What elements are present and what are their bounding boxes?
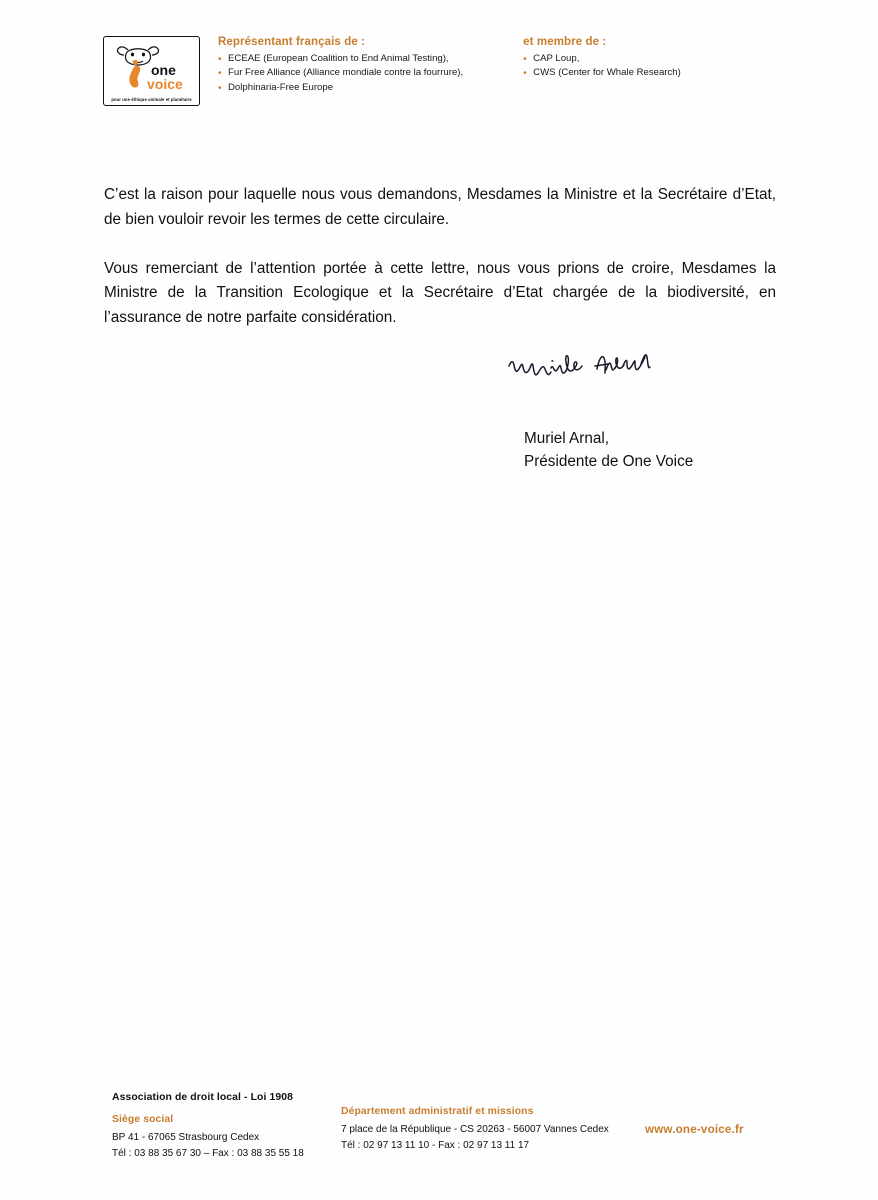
- affiliation-column-member: [523, 36, 681, 81]
- logo-artwork-icon: [104, 37, 199, 105]
- signoff-name: Muriel Arnal,: [524, 430, 610, 447]
- letter-footer: [0, 1092, 878, 1182]
- footer-heading: Département administratif et missions: [341, 1106, 534, 1117]
- logo-tagline: pour une éthique animale et planétaire: [111, 97, 192, 102]
- affiliation-list: [523, 52, 681, 81]
- footer-headquarters: [112, 1112, 304, 1161]
- paragraph: C’est la raison pour laquelle nous vous demandons, Mesdames la Ministre et la Secrétaire d’Etat, de bien vouloir revoir les termes de cette circulaire.: [104, 186, 776, 228]
- footer-association: Association de droit local - Loi 1908: [112, 1092, 293, 1103]
- svg-text:one: one: [151, 62, 176, 78]
- footer-website-link[interactable]: www.one-voice.fr: [645, 1123, 744, 1136]
- affiliation-title: et membre de :: [523, 36, 607, 48]
- list-item: • ECEAE (European Coalition to End Animal Testing),: [218, 52, 463, 66]
- letter-body: [104, 183, 776, 331]
- signoff-block: [524, 428, 693, 474]
- one-voice-logo: [103, 36, 200, 106]
- letterhead: [103, 36, 778, 116]
- list-item: • CAP Loup,: [523, 52, 681, 66]
- list-item: • Fur Free Alliance (Alliance mondiale contre la fourrure),: [218, 66, 463, 80]
- affiliation-column-representative: [218, 36, 463, 95]
- signoff-title: Présidente de One Voice: [524, 452, 694, 470]
- list-item: • CWS (Center for Whale Research): [523, 66, 681, 80]
- svg-text:voice: voice: [147, 76, 183, 92]
- affiliation-list: [218, 52, 463, 95]
- footer-admin-department: [341, 1104, 609, 1153]
- affiliation-title: Représentant français de :: [218, 36, 366, 48]
- footer-line: Tél : 02 97 13 11 10 - Fax : 02 97 13 11 17: [341, 1139, 530, 1151]
- footer-heading: Siège social: [112, 1114, 174, 1125]
- handwritten-signature-icon: [505, 348, 665, 400]
- footer-line: 7 place de la République - CS 20263 - 56007 Vannes Cedex: [341, 1124, 609, 1136]
- paragraph: Vous remerciant de l’attention portée à cette lettre, nous vous prions de croire, Mesdames la Ministre de la Transition Ecologique et la Secrétaire d’Etat chargée de la biodiversité, en l’assurance de notre parfaite considération.: [104, 259, 776, 327]
- footer-line: BP 41 - 67065 Strasbourg Cedex: [112, 1132, 260, 1144]
- footer-line: Tél : 03 88 35 67 30 – Fax : 03 88 35 55 18: [112, 1147, 304, 1159]
- signature-image: [505, 348, 665, 400]
- list-item: • Dolphinaria-Free Europe: [218, 81, 463, 95]
